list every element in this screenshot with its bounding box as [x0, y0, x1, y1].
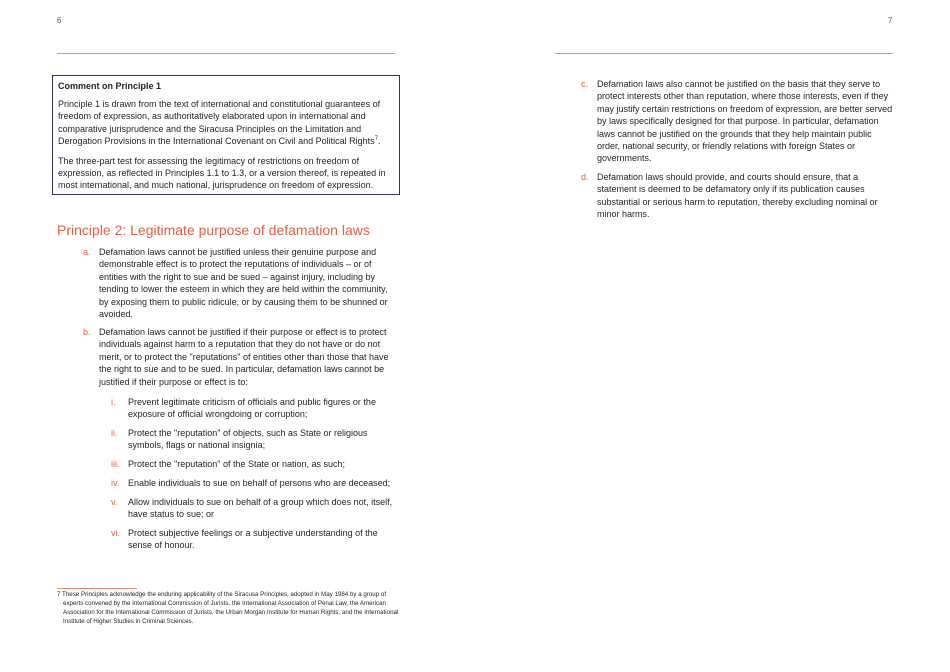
- sub-marker: iii.: [111, 459, 120, 469]
- sub-marker: iv.: [111, 478, 120, 488]
- sub-item-text: Enable individuals to sue on behalf of persons who are deceased;: [128, 478, 391, 488]
- list-item-d: [581, 171, 893, 221]
- list-item-b: [83, 326, 393, 388]
- sub-marker: ii.: [111, 428, 118, 438]
- list-marker: d.: [581, 172, 589, 182]
- list-marker: b.: [83, 327, 91, 337]
- sub-item-ii: [111, 427, 396, 452]
- sub-marker: i.: [111, 397, 116, 407]
- page-number-left: 6: [57, 16, 62, 25]
- principle-2-list: [83, 246, 393, 326]
- comment-title: Comment on Principle 1: [58, 81, 162, 91]
- comment-paragraph-1: [58, 98, 394, 148]
- sub-item-text: Allow individuals to sue on behalf of a group which does not, itself, have status to sue; or: [128, 497, 393, 520]
- comment-paragraph-1-end: .: [378, 136, 381, 147]
- list-item-text: Defamation laws cannot be justified if their purpose or effect is to protect individuals against harm to a reputation that they do not have or do not merit, or to protect the "reputations" of entities other than those that have the right to sue and to be sued. In particular, defamation laws cannot be justified if their purpose or effect is to:: [99, 327, 389, 387]
- sub-marker: v.: [111, 497, 118, 507]
- list-item-text: Defamation laws should provide, and courts should ensure, that a statement is deemed to be defamatory only if its publication causes substantial or serious harm to reputation, thereby excluding nominal or minor harms.: [597, 172, 878, 220]
- sub-marker: vi.: [111, 528, 120, 538]
- sub-item-iii: [111, 458, 396, 470]
- page-number-right: 7: [888, 16, 893, 25]
- list-item-text: Defamation laws also cannot be justified on the basis that they serve to protect interests other than reputation, where those interests, even if they may justify certain restrictions on freedom of expression, are better served by laws specifically designed for that purpose. In particular, defamation laws cannot be justified on the grounds that they help maintain public order, national security, or friendly relations with foreign States or governments.: [597, 79, 893, 164]
- comment-paragraph-2: The three-part test for assessing the legitimacy of restrictions on freedom of expression, as reflected in Principles 1.1 to 1.3, or a version thereof, is repeated in most international, and much national, jurisprudence on freedom of expression.: [58, 155, 386, 191]
- footnote-ref[interactable]: 7: [374, 136, 379, 143]
- sub-item-i: [111, 396, 396, 421]
- comment-box: [52, 75, 400, 195]
- list-marker: c.: [581, 79, 589, 89]
- sub-item-text: Prevent legitimate criticism of officials and public figures or the exposure of official wrongdoing or corruption;: [128, 397, 376, 420]
- sub-item-text: Protect subjective feelings or a subjective understanding of the sense of honour.: [128, 528, 378, 551]
- comment-paragraph-1-text: Principle 1 is drawn from the text of international and constitutional guarantees of freedom of expression, as authoritatively elaborated upon in international and comparative jurisprudence and the Siracusa Principles on the Limitation and Derogation Provisions in the International Covenant on Civil and Political Rights: [58, 99, 381, 147]
- footnote-rule: [57, 588, 137, 589]
- sub-item-text: Protect the "reputation" of objects, such as State or religious symbols, flags or national insignia;: [128, 428, 368, 451]
- list-marker: a.: [83, 247, 91, 257]
- footnote: [57, 591, 402, 627]
- sub-item-v: [111, 496, 396, 521]
- header-rule-right: [555, 53, 893, 54]
- principle-2-heading: Principle 2: Legitimate purpose of defamation laws: [57, 222, 370, 238]
- list-item-c: [581, 78, 893, 165]
- principle-2-list-b: [83, 326, 393, 388]
- list-item-a: [83, 246, 393, 326]
- footnote-text: 7 These Principles acknowledge the enduring applicability of the Siracusa Principles, adopted in May 1984 by a group of experts convened by the International Commission of Jurists, the International Association of Penal Law, the American Association for the International Commission of Jurists, the Urban Morgan Institute for Human Rights, and the International Institute of Higher Studies in Criminal Sciences.: [57, 591, 399, 625]
- sub-item-vi: [111, 527, 396, 552]
- list-item-text: Defamation laws cannot be justified unless their genuine purpose and demonstrable effect is to protect the reputations of individuals – or of entities with the right to sue and be sued – against injury, including by tending to lower the esteem in which they are held within the community, by exposing them to public ridicule, or by causing them to be shunned or avoided.: [99, 247, 388, 320]
- sub-item-iv: [111, 477, 396, 489]
- sub-item-text: Protect the "reputation" of the State or nation, as such;: [128, 459, 346, 469]
- header-rule-left: [57, 53, 395, 54]
